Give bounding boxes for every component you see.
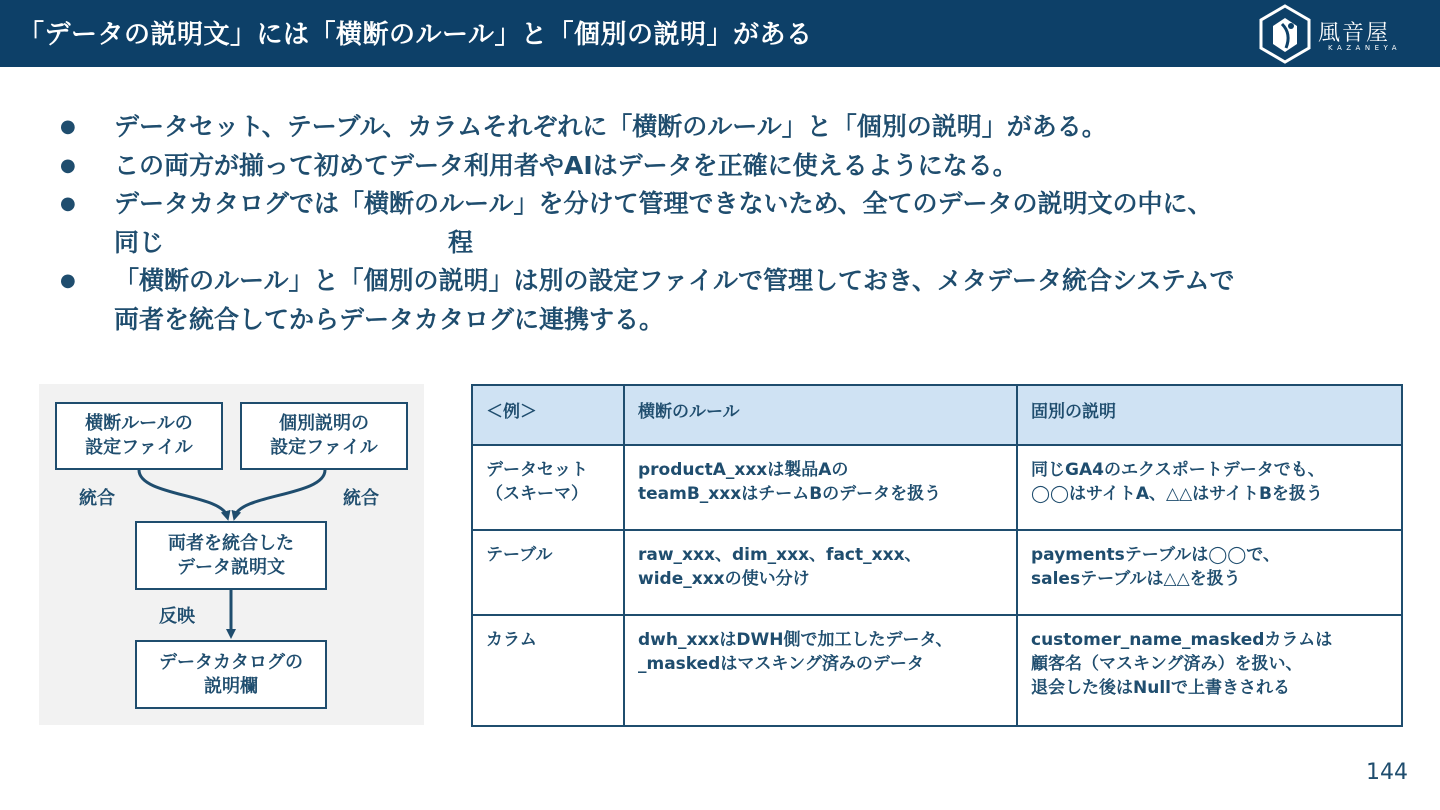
page-number: 144 xyxy=(1366,760,1408,785)
merge-label-left: 統合 xyxy=(79,488,115,509)
logo-name: 風音屋 xyxy=(1318,21,1391,46)
table-cell: customer_name_maskedカラムは 顧客名（マスキング済み）を扱い、 退会した後はNullで上書きされる xyxy=(1017,615,1402,726)
header-cross-rules: 横断のルール xyxy=(624,385,1017,445)
table-cell: テーブル xyxy=(472,530,624,615)
page-title: 「データの説明文」には「横断のルール」と「個別の説明」がある xyxy=(18,20,813,50)
catalog-description-box xyxy=(135,640,327,709)
table-cell: productA_xxxは製品Aの teamB_xxxはチームBのデータを扱う xyxy=(624,445,1017,530)
bullet-text: データカタログでは「横断のルール」を分けて管理できないため、全てのデータの説明文の中に、 xyxy=(114,189,1213,218)
table-cell: データセット （スキーマ） xyxy=(472,445,624,530)
merge-arrow-right xyxy=(235,470,325,516)
table-cell: dwh_xxxはDWH側で加工したデータ、 _maskedはマスキング済みのデータ xyxy=(624,615,1017,726)
company-logo xyxy=(1258,4,1418,64)
table-header-row xyxy=(472,385,1402,445)
bullet-text: データセット、テーブル、カラムそれぞれに「横断のルール」と「個別の説明」がある。 xyxy=(114,112,1107,141)
merged-description-box xyxy=(135,521,327,590)
bullet-text: 両者を統合してからデータカタログに連携する。 xyxy=(114,304,665,334)
bullet-dot-icon: ● xyxy=(60,193,76,214)
bullet-dot-icon: ● xyxy=(60,270,76,291)
bullet-item xyxy=(60,262,1390,339)
header-bar xyxy=(0,0,1440,67)
bullet-item xyxy=(60,147,1390,186)
bullet-text: この両方が揃って初めてデータ利用者やAIはデータを正確に使えるようになる。 xyxy=(114,150,1018,180)
catalog-description-label: データカタログの 説明欄 xyxy=(159,651,303,697)
rules-config-box xyxy=(55,402,223,470)
bullet-item xyxy=(60,108,1390,147)
merge-label-right: 統合 xyxy=(343,488,379,509)
bullet-text: 「横断のルール」と「個別の説明」は別の設定ファイルで管理しておき、メタデータ統合システムで xyxy=(114,266,1235,295)
table-cell: paymentsテーブルは◯◯で、 salesテーブルは△△を扱う xyxy=(1017,530,1402,615)
logo-hexagon-icon xyxy=(1258,4,1312,64)
example-table xyxy=(471,384,1403,727)
bullet-item xyxy=(60,185,1390,262)
bullet-text-partial-start: 同じ xyxy=(114,227,165,257)
rules-config-label: 横断ルールの 設定ファイル xyxy=(85,413,193,458)
bullet-dot-icon: ● xyxy=(60,116,76,137)
flow-diagram-panel xyxy=(39,384,424,725)
merged-description-label: 両者を統合した データ説明文 xyxy=(168,532,294,578)
individual-config-box xyxy=(240,402,408,470)
table-cell: raw_xxx、dim_xxx、fact_xxx、 wide_xxxの使い分け xyxy=(624,530,1017,615)
table-row xyxy=(472,445,1402,530)
table-cell: 同じGA4のエクスポートデータでも、 ◯◯はサイトA、△△はサイトBを扱う xyxy=(1017,445,1402,530)
table-cell: カラム xyxy=(472,615,624,726)
header-example: ＜例＞ xyxy=(472,385,624,445)
logo-subtitle: KAZANEYA xyxy=(1328,44,1402,52)
bullet-text-partial-end: 程 xyxy=(448,227,474,257)
bullet-list xyxy=(60,108,1390,339)
table-row xyxy=(472,615,1402,726)
bullet-dot-icon: ● xyxy=(60,154,76,176)
merge-arrow-left xyxy=(139,470,227,516)
table-row xyxy=(472,530,1402,615)
example-table-container xyxy=(471,384,1403,727)
reflect-label: 反映 xyxy=(159,606,195,627)
header-individual: 固別の説明 xyxy=(1017,385,1402,445)
individual-config-label: 個別説明の 設定ファイル xyxy=(270,413,378,458)
